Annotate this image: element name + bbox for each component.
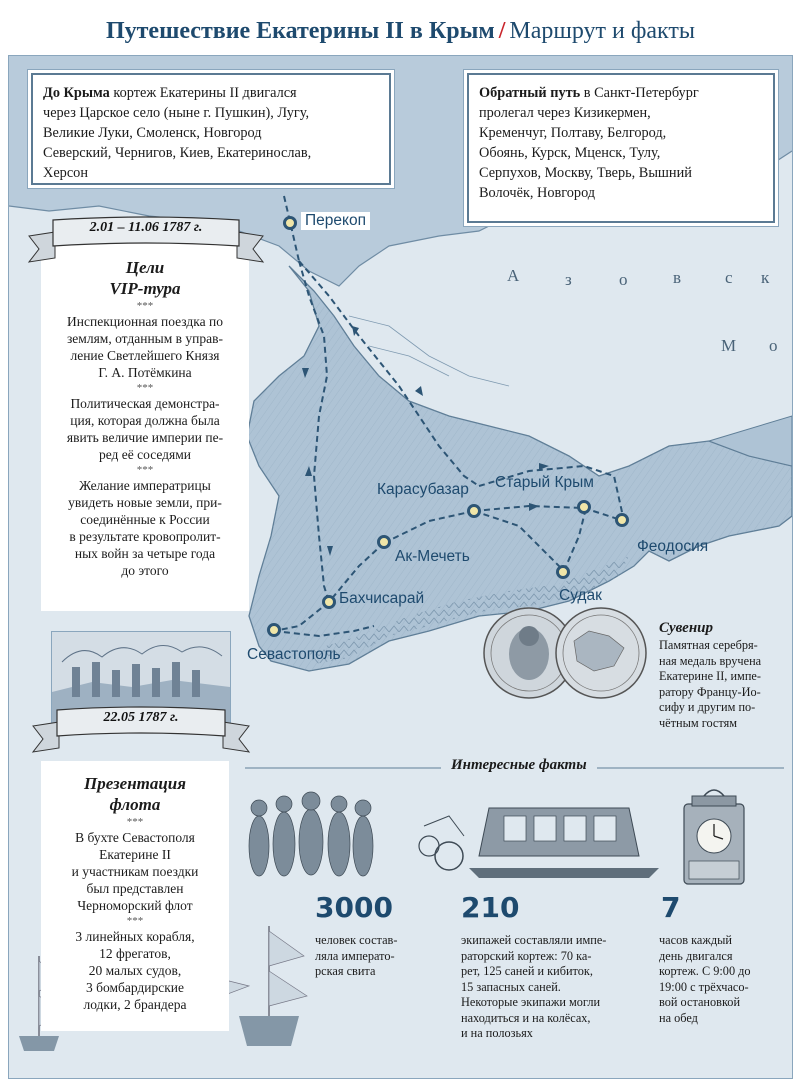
city-marker-bakhchisaray xyxy=(322,595,336,609)
city-marker-feodosia xyxy=(615,513,629,527)
souvenir-line: сифу и другим по- xyxy=(659,700,756,714)
fact-text xyxy=(315,933,425,980)
page-title xyxy=(0,18,801,45)
fact-text xyxy=(659,933,784,1026)
goal-line: землям, отданным в управ- xyxy=(66,331,224,346)
city-marker-sudak xyxy=(556,565,570,579)
title-sub: Маршрут и факты xyxy=(509,18,696,44)
fleet-ships xyxy=(41,928,229,1013)
city-label-bakhchisaray: Бахчисарай xyxy=(339,590,425,607)
goal-item xyxy=(41,477,249,579)
fact-number: 7 xyxy=(661,891,681,924)
goal-line: Г. А. Потёмкина xyxy=(98,365,192,380)
fact-text xyxy=(461,933,636,1042)
souvenir-text xyxy=(659,638,784,731)
souvenir-line: ная медаль вручена xyxy=(659,653,762,668)
fact-line: 19:00 с трёхчасо- xyxy=(659,979,749,994)
city-label-sevastopol: Севастополь xyxy=(247,646,341,663)
sea-letter: к xyxy=(761,268,772,287)
fact-line: 15 запасных саней. xyxy=(461,979,561,994)
goal-line: ция, которая должна была xyxy=(70,413,220,428)
city-marker-perekop xyxy=(283,216,297,230)
city-label-stary-krym: Старый Крым xyxy=(495,474,594,491)
title-slash: / xyxy=(498,18,506,44)
city-label-perekop: Перекоп xyxy=(301,212,370,230)
souvenir-line: Екатерине II, импе- xyxy=(659,669,761,683)
city-label-ak-mechet: Ак-Мечеть xyxy=(395,548,470,565)
goal-item xyxy=(41,313,249,381)
return-route-line: Обоянь, Курск, Мценск, Тулу, xyxy=(479,145,661,161)
city-label-karasubazar: Карасубазар xyxy=(377,481,469,498)
stars-separator: *** xyxy=(136,300,154,312)
fleet-line: 20 малых судов, xyxy=(88,963,182,978)
before-crimea-bold: До Крыма xyxy=(43,85,110,101)
fact-line: кортеж. С 9:00 до xyxy=(659,964,751,978)
souvenir-line: чётным гостям xyxy=(659,715,738,730)
fact-line: на обед xyxy=(659,1010,698,1025)
return-route-line: пролегал через Кизикермен, xyxy=(479,105,651,121)
sea-letter: о xyxy=(769,336,780,355)
souvenir-block xyxy=(659,619,784,731)
stars-separator: *** xyxy=(136,382,154,394)
stars-separator: *** xyxy=(136,464,154,476)
goals-title-line: Цели xyxy=(125,258,165,277)
courtiers-icon xyxy=(245,791,375,876)
goals-title-line: VIP-тура xyxy=(109,279,181,298)
fact-line: вой остановкой xyxy=(659,995,741,1009)
goal-line: Инспекционная поездка по xyxy=(67,314,223,329)
fleet-panel xyxy=(41,761,229,1031)
fleet-line: Екатерине II xyxy=(99,847,171,862)
goal-line: увидеть новые земли, при- xyxy=(68,495,222,510)
fleet-line: был представлен xyxy=(86,881,184,896)
before-crimea-line: кортеж Екатерины II двигался xyxy=(113,85,297,101)
fleet-line: 3 линейных корабля, xyxy=(75,929,195,944)
city-marker-stary-krym xyxy=(577,500,591,514)
before-crimea-line: через Царское село (ныне г. Пушкин), Лугу, xyxy=(43,105,310,121)
fact-line: день двигался xyxy=(659,948,733,963)
fleet-line: 12 фрегатов, xyxy=(99,946,171,961)
souvenir-title: Сувенир xyxy=(659,620,714,636)
goals-panel xyxy=(41,241,249,611)
title-main: Путешествие Екатерины II в Крым xyxy=(105,18,495,44)
fact-line: рская свита xyxy=(315,964,376,978)
city-marker-ak-mechet xyxy=(377,535,391,549)
fleet-date-ribbon xyxy=(27,704,255,764)
dates-ribbon xyxy=(23,214,269,274)
fleet-line: лодки, 2 брандера xyxy=(83,997,187,1012)
fleet-title-line: Презентация xyxy=(83,774,187,793)
goal-line: соединённые к России xyxy=(80,512,210,527)
goal-line: ред её соседями xyxy=(98,447,192,462)
city-label-feodosia: Феодосия xyxy=(637,538,709,555)
return-route-box xyxy=(467,73,775,223)
city-marker-sevastopol xyxy=(267,623,281,637)
clock-icon xyxy=(684,790,744,884)
map-frame xyxy=(8,55,793,1079)
goal-line: Политическая демонстра- xyxy=(70,396,220,411)
sea-letter: о xyxy=(619,270,630,289)
goal-line: ных войн за четыре года xyxy=(74,546,216,561)
fact-number: 210 xyxy=(461,891,520,924)
dates-ribbon-label: 2.01 – 11.06 1787 г. xyxy=(89,220,203,235)
goal-item xyxy=(41,395,249,463)
sea-letter: А xyxy=(507,266,522,285)
fleet-title-line: флота xyxy=(109,795,161,814)
goal-line: до этого xyxy=(121,563,169,578)
fact-line: раторский кортеж: 70 ка- xyxy=(461,948,592,963)
fleet-line: Черноморский флот xyxy=(77,898,193,913)
city-marker-karasubazar xyxy=(467,504,481,518)
fact-line: ляла императо- xyxy=(315,948,395,963)
before-crimea-line: Херсон xyxy=(43,165,88,181)
before-crimea-line: Великие Луки, Смоленск, Новгород xyxy=(43,125,262,141)
fact-line: экипажей составляли импе- xyxy=(461,933,607,947)
sea-letter: с xyxy=(725,268,735,287)
fact-line: часов каждый xyxy=(659,933,732,947)
goal-line: в результате кровопролит- xyxy=(69,529,221,544)
before-crimea-line: Северский, Чернигов, Киев, Екатеринослав, xyxy=(43,145,312,161)
return-route-line: Кременчуг, Полтаву, Белгород, xyxy=(479,125,667,141)
stars-separator: *** xyxy=(126,915,144,927)
fact-number: 3000 xyxy=(315,891,393,924)
souvenir-line: Памятная серебря- xyxy=(659,638,758,652)
fleet-line: и участникам поездки xyxy=(71,864,199,879)
fact-line: человек состав- xyxy=(315,933,398,947)
goal-line: Желание императрицы xyxy=(79,478,211,493)
return-route-bold: Обратный путь xyxy=(479,85,581,101)
fact-line: Некоторые экипажи могли xyxy=(461,995,601,1009)
goal-line: ление Светлейшего Князя xyxy=(70,348,220,363)
sea-letter: з xyxy=(565,270,574,289)
sea-letter: М xyxy=(721,336,739,355)
fleet-intro xyxy=(41,829,229,914)
fact-line: находиться и на колёсах, xyxy=(461,1010,591,1025)
return-route-line: в Санкт-Петербург xyxy=(583,85,699,101)
return-route-line: Серпухов, Москву, Тверь, Вышний xyxy=(479,165,692,181)
goal-line: явить величие империи пе- xyxy=(66,430,224,445)
before-crimea-box xyxy=(31,73,391,185)
sea-letter: в xyxy=(673,268,684,287)
return-route-line: Волочёк, Новгород xyxy=(479,185,596,201)
fact-line: рет, 125 саней и кибиток, xyxy=(461,964,593,978)
stars-separator: *** xyxy=(126,816,144,828)
souvenir-line: ратору Францу-Ио- xyxy=(659,684,761,699)
fleet-ribbon-label: 22.05 1787 г. xyxy=(103,710,179,725)
fact-line: и на полозьях xyxy=(461,1026,533,1040)
fleet-line: В бухте Севастополя xyxy=(75,830,195,845)
city-label-sudak: Судак xyxy=(559,587,602,604)
fleet-line: 3 бомбардирские xyxy=(85,980,185,995)
facts-header: Интересные факты xyxy=(441,757,597,774)
